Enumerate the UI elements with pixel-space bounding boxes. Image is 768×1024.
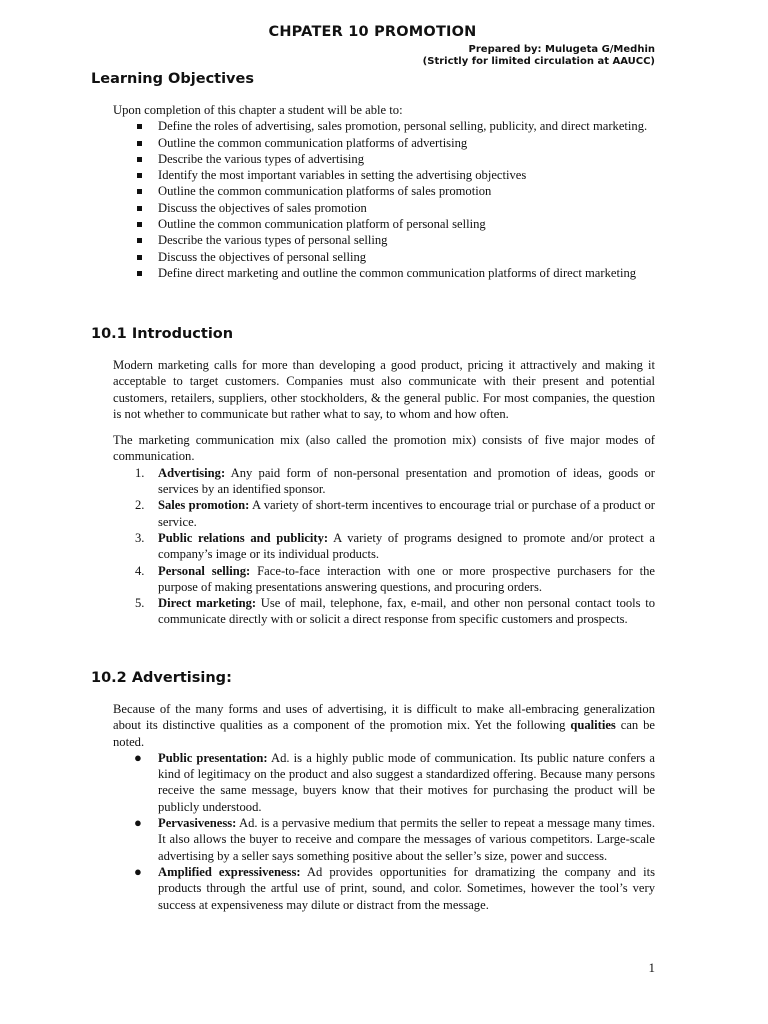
list-item: Outline the common communication platform of personal selling xyxy=(113,216,655,232)
item-text: A variety of programs designed to promote and/or protect a company’s image or its individual products. xyxy=(158,530,656,562)
item-text: A variety of short-term incentives to encourage trial or purchase of a product or service. xyxy=(158,498,655,529)
item-text: Any paid form of non-personal presentation and promotion of ideas, goods or services by an identified sponsor. xyxy=(158,465,655,497)
list-item: Define the roles of advertising, sales promotion, personal selling, publicity, and direct marketing. xyxy=(113,118,655,134)
list-item xyxy=(113,864,655,913)
bullet-icon: ● xyxy=(134,815,142,831)
prepared-by: Prepared by: Mulugeta G/Medhin xyxy=(468,44,655,55)
circulation-note: (Strictly for limited circulation at AAUCC) xyxy=(422,56,655,67)
item-text: Use of mail, telephone, fax, e-mail, and other non personal contact tools to communicate directly with or solicit a direct response from specific customers and prospects. xyxy=(158,596,656,627)
advertising-paragraph xyxy=(113,701,655,750)
qualities-list xyxy=(113,750,655,913)
list-item: Outline the common communication platforms of advertising xyxy=(113,135,655,151)
item-term: Advertising: xyxy=(158,465,226,480)
list-item: Describe the various types of personal selling xyxy=(113,232,655,248)
list-item xyxy=(113,563,655,596)
objectives-list xyxy=(113,118,655,281)
item-number: 2. xyxy=(135,498,145,513)
introduction-section xyxy=(113,357,655,628)
list-item: Define direct marketing and outline the common communication platforms of direct marketing xyxy=(113,265,655,281)
item-text: Ad provides opportunities for dramatizing the company and its products through the artful use of print, sound, and color. Sometimes, however the tool’s very success at expensiveness may dilute or distract from the message. xyxy=(158,864,655,912)
list-item xyxy=(113,595,655,628)
item-number: 1. xyxy=(135,465,145,480)
chapter-title: CHPATER 10 PROMOTION xyxy=(268,24,477,40)
learning-objectives-section xyxy=(113,102,655,281)
qualities-keyword: qualities xyxy=(570,718,616,733)
learning-objectives-heading: Learning Objectives xyxy=(91,71,254,87)
item-term: Personal selling: xyxy=(158,563,251,578)
list-item: Discuss the objectives of sales promotion xyxy=(113,200,655,216)
promotion-modes-list xyxy=(113,465,655,628)
list-item xyxy=(113,497,655,530)
item-term: Pervasiveness: xyxy=(158,816,237,831)
item-term: Public relations and publicity: xyxy=(158,530,329,545)
item-term: Public presentation: xyxy=(158,750,268,765)
list-item: Discuss the objectives of personal selling xyxy=(113,249,655,265)
list-item xyxy=(113,465,655,498)
objectives-intro: Upon completion of this chapter a student will be able to: xyxy=(113,103,403,117)
bullet-icon: ● xyxy=(134,749,142,765)
advertising-section xyxy=(113,701,655,913)
list-item xyxy=(113,750,655,815)
item-term: Sales promotion: xyxy=(158,498,250,513)
item-term: Amplified expressiveness: xyxy=(158,864,301,879)
list-item xyxy=(113,815,655,864)
introduction-heading: 10.1 Introduction xyxy=(91,326,234,342)
list-item: Describe the various types of advertising xyxy=(113,151,655,167)
item-text: Ad. is a highly public mode of communication. Its public nature confers a kind of legitimacy on the product and also suggest a standardized offering. Because many persons receive the same message, buyers know that their motives for purchasing the product will be publicly understood. xyxy=(158,750,655,814)
item-term: Direct marketing: xyxy=(158,596,257,611)
list-item: Outline the common communication platforms of sales promotion xyxy=(113,183,655,199)
advertising-paragraph-start: Because of the many forms and uses of advertising, it is difficult to make all-embracing generalization about its distinctive qualities as a component of the promotion mix. Yet the following xyxy=(113,702,655,733)
item-number: 4. xyxy=(135,563,145,578)
list-item: Identify the most important variables in setting the advertising objectives xyxy=(113,167,655,183)
list-item xyxy=(113,530,655,563)
bullet-icon: ● xyxy=(134,863,142,879)
item-number: 3. xyxy=(135,530,145,545)
item-text: Ad. is a pervasive medium that permits the seller to repeat a message many times. It also allows the buyer to receive and compare the messages of various competitors. Large-scale advertising by a seller says something positive about the seller’s size, power and success. xyxy=(158,816,655,863)
intro-paragraph-1: Modern marketing calls for more than developing a good product, pricing it attractively and making it acceptable to target customers. Companies must also communicate with their present and potential customers, retailers, suppliers, other stockholders, & the general public. For most companies, the question is not whether to communicate but rather what to say, to whom and how often. xyxy=(113,358,655,421)
item-number: 5. xyxy=(135,596,145,611)
page-number: 1 xyxy=(648,960,655,975)
item-text: Face-to-face interaction with one or more prospective purchasers for the purpose of making presentations answering questions, and procuring orders. xyxy=(158,563,655,594)
advertising-paragraph-end: can be noted. xyxy=(113,718,655,749)
intro-paragraph-2: The marketing communication mix (also called the promotion mix) consists of five major modes of communication. xyxy=(113,433,655,464)
advertising-heading: 10.2 Advertising: xyxy=(91,670,232,686)
